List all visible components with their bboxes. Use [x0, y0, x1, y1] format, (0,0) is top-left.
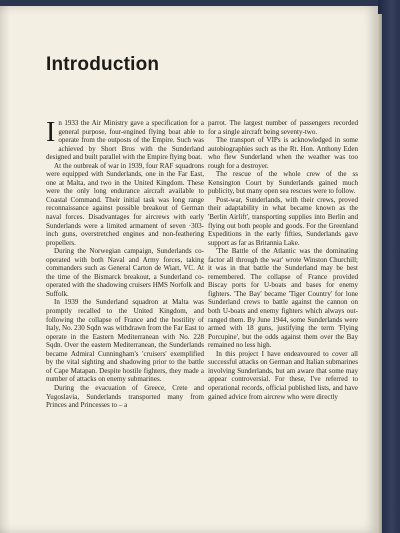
paragraph: During the evacuation of Greece, Crete and Yugoslavia, Sunderlands transported many from Princes and Princesses to – a [46, 383, 204, 410]
page-gutter-shadow [0, 6, 10, 533]
paragraph: During the Norwegian campaign, Sunderlands co-operated with both Naval and Army forces, taking commanders such as General Carton de Wiart, VC. At the time of the Bismarck breakout, a Sunderland co-operated with the shadowing cruisers HMS Norfolk and Suffolk. [46, 247, 204, 298]
paragraph-text: n 1933 the Air Ministry gave a specification for a general purpose, four-engined flying boat able to operate from the outposts of the Empire. Such was achieved by Short Bros with the Sunderland designed and built parallel with the Empire flying boat. [46, 119, 204, 162]
drop-cap: I [46, 117, 56, 148]
book-page [0, 6, 378, 533]
left-column [46, 119, 204, 410]
paragraph: The rescue of the whole crew of the ss Kensington Court by Sunderlands gained much publicity, but many open sea rescues were to follow. [208, 170, 358, 196]
paragraph: At the outbreak of war in 1939, four RAF squadrons were equipped with Sunderlands, one in the Far East, one at Malta, and two in the United Kingdom. These were the only long endurance aircraft available to Coastal Command. Their initial task was long range reconnaissance against possible breakout of German naval forces. Disadvantages for aircrews with early Sunderlands were a limited armament of seven ·303-inch guns, overstretched engines and non-feathering propellers. [46, 161, 204, 247]
paragraph: 'The Battle of the Atlantic was the dominating factor all through the war' wrote Winston Churchill; it was in that battle the Sunderland may be best remembered. The collapse of France provided Biscay ports for U-boats and bases for enemy fighters. 'The Bay' became 'Tiger Country' for lone Sunderland crews to battle against the cannon on both U-boats and enemy fighters which always out-ranged them. By June 1944, some Sunderlands were armed with 18 guns, justifying the term 'Flying Porcupine', but the odds against them over the Bay remained no less high. [208, 247, 358, 350]
page-stack-edge [378, 14, 382, 533]
paragraph: The transport of VIPs is acknowledged in some autobiographies such as the Rt. Hon. Anthony Eden who flew Sunderland when the weather was too rough for a destroyer. [208, 136, 358, 170]
paragraph: Post-war, Sunderlands, with their crews, proved their adaptability in what became known as the 'Berlin Airlift', transporting supplies into Berlin and flying out both people and goods. For the Greenland Expeditions in the early fifties, Sunderlands gave support as far as Britannia Lake. [208, 195, 358, 247]
page-title: Introduction [46, 54, 160, 75]
paragraph: In this project I have endeavoured to cover all successful attacks on German and Italian submarines involving Sunderlands, but am aware that some may appear controversial. For these, I've referred to operational records, official published lists, and have gained advice from aircrew who were directly [208, 349, 358, 401]
paragraph: parrot. The largest number of passengers recorded for a single aircraft being seventy-two. [208, 119, 358, 136]
paragraph: In 1939 the Sunderland squadron at Malta was promptly recalled to the United Kingdom, and following the collapse of France and the hostility of Italy, No. 230 Sqdn was withdrawn from the Far East to operate in the Eastern Mediterranean with No. 228 Sqdn. Over the eastern Mediterranean, the Sunderlands became Admiral Cunningham's 'cruisers' exemplified by the vital sighting and shadowing prior to the battle of Cape Matapan. Despite hostile fighters, they made a number of attacks on enemy submarines. [46, 298, 204, 384]
right-column [208, 119, 358, 401]
paragraph [46, 119, 204, 162]
